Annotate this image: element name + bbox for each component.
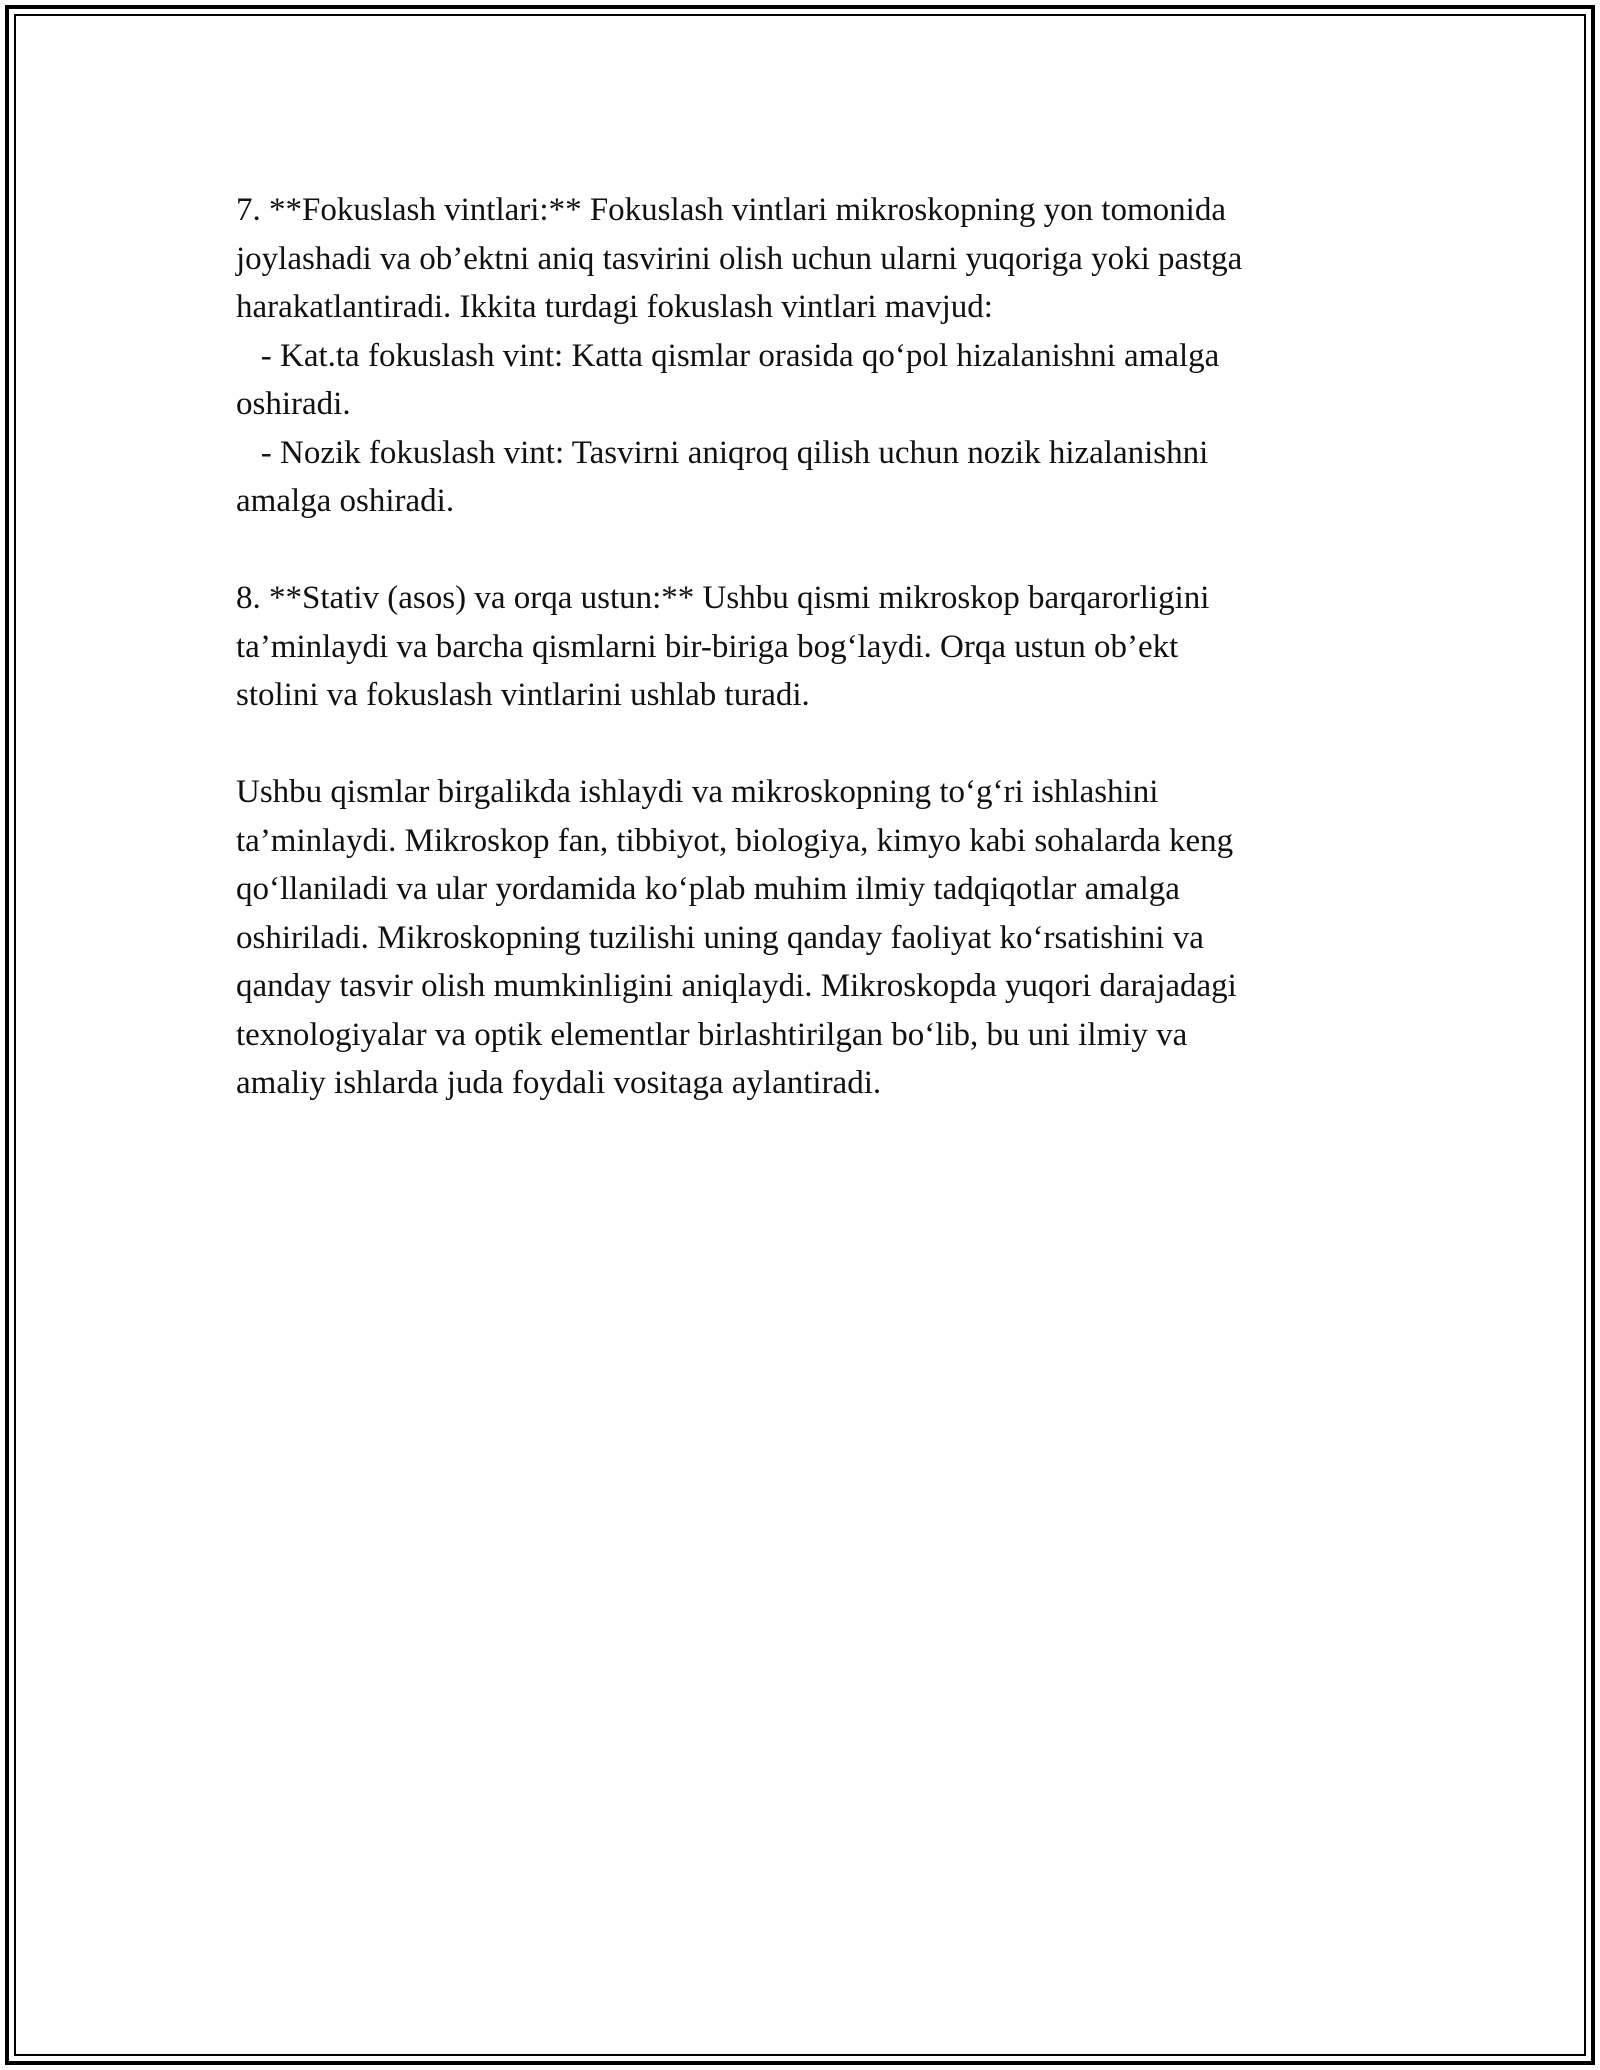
list-item-fine-screw: - Nozik fokuslash vint: Tasvirni aniqroq qilish uchun nozik hizalanishni [236, 434, 1209, 471]
text-line: oshiradi. [236, 386, 351, 422]
paragraph-spacer [236, 720, 1386, 769]
text-line: qanday tasvir olish mumkinligini aniqlaydi. Mikroskopda yuqori darajadagi [236, 968, 1237, 1004]
text-line: qo‘llaniladi va ular yordamida ko‘plab muhim ilmiy tadqiqotlar amalga [236, 871, 1180, 907]
text-line: ta’minlaydi va barcha qismlarni bir-biriga bog‘laydi. Orqa ustun ob’ekt [236, 628, 1179, 665]
text-line: stolini va fokuslash vintlarini ushlab turadi. [236, 677, 810, 713]
text-line: Ushbu qismlar birgalikda ishlaydi va mikroskopning to‘g‘ri ishlashini [236, 774, 1159, 810]
paragraph-spacer [236, 526, 1386, 575]
text-line: 7. **Fokuslash vintlari:** Fokuslash vintlari mikroskopning yon tomonida [236, 192, 1226, 228]
text-line: joylashadi va ob’ektni aniq tasvirini olish uchun ularni yuqoriga yoki pastga [236, 240, 1243, 277]
text-line: 8. **Stativ (asos) va orqa ustun:** Ushbu qismi mikroskop barqarorligini [236, 580, 1210, 616]
text-line: amalga oshiradi. [236, 483, 455, 519]
text-line: amaliy ishlarda juda foydali vositaga aylantiradi. [236, 1065, 882, 1101]
document-body [236, 186, 1386, 1108]
section-focus-screws [236, 186, 1386, 526]
text-line: ta’minlaydi. Mikroskop fan, tibbiyot, biologiya, kimyo kabi sohalarda keng [236, 822, 1234, 859]
list-item-coarse-screw: - Kat.ta fokuslash vint: Katta qismlar orasida qo‘pol hizalanishni amalga [236, 337, 1220, 374]
text-line: texnologiyalar va optik elementlar birlashtirilgan bo‘lib, bu uni ilmiy va [236, 1016, 1188, 1053]
section-conclusion [236, 768, 1386, 1108]
text-line: harakatlantiradi. Ikkita turdagi fokuslash vintlari mavjud: [236, 289, 993, 325]
section-stand [236, 574, 1386, 720]
text-line: oshiriladi. Mikroskopning tuzilishi uning qanday faoliyat ko‘rsatishini va [236, 919, 1204, 956]
